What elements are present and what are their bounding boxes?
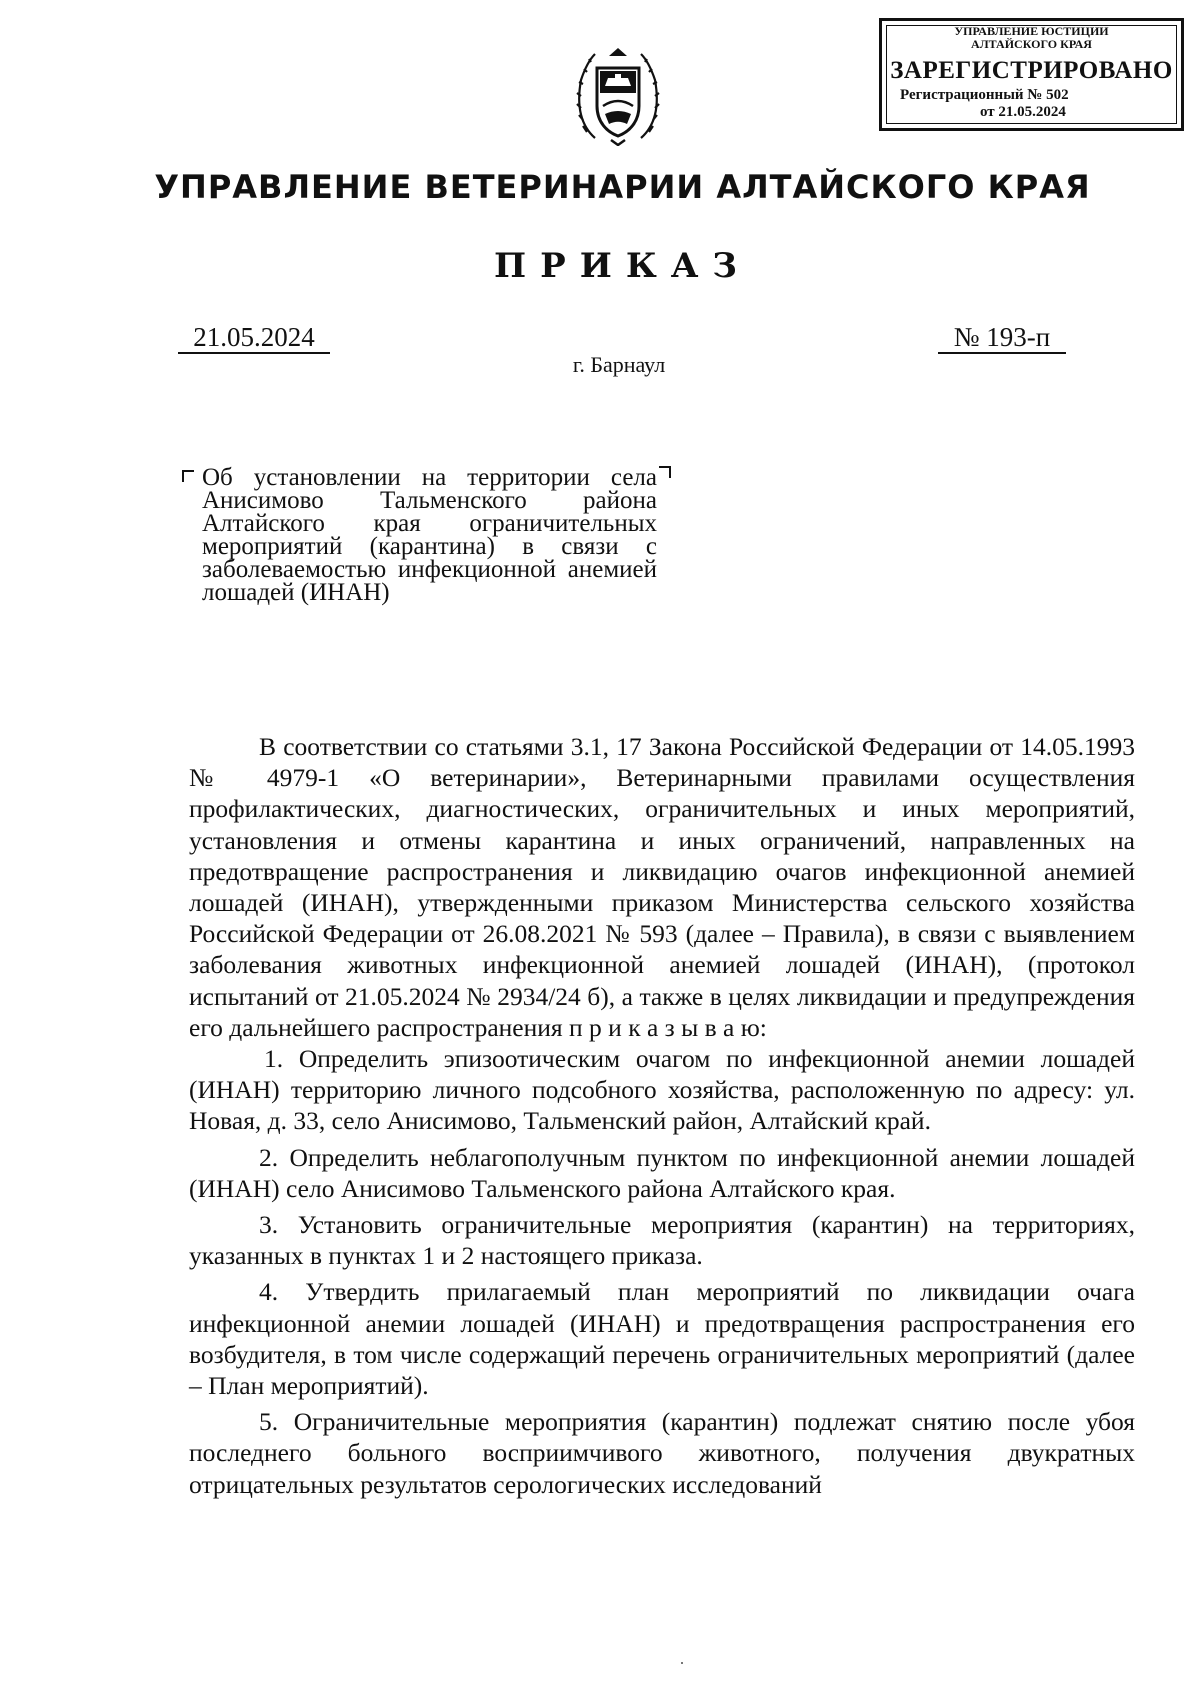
stamp-status: ЗАРЕГИСТРИРОВАНО xyxy=(890,57,1173,84)
order-item-1: 1. Определить эпизоотическим очагом по инфекционной анемии лошадей (ИНАН) территорию личного подсобного хозяйства, расположенную по адресу: ул. Новая, д. 33, село Анисимово, Тальменский район, Алтайский край. xyxy=(189,1044,1135,1136)
order-item-5: 5. Ограничительные мероприятия (карантин) подлежат снятию после убоя последнего больного восприимчивого животного, получения двукратных отрицательных результатов серологических исследований xyxy=(189,1407,1135,1499)
registration-stamp xyxy=(879,18,1184,131)
stamp-inner-frame xyxy=(886,25,1177,124)
order-item-4: 4. Утвердить прилагаемый план мероприятий по ликвидации очага инфекционной анемии лошадей (ИНАН) и предотвращения распространения его возбудителя, в том числе содержащий перечень ограничительных мероприятий (далее – План мероприятий). xyxy=(189,1277,1135,1401)
stamp-reg-number: 502 xyxy=(1046,87,1069,103)
order-body xyxy=(189,731,1135,1500)
order-subject: Об установлении на территории села Анисимово Тальменского района Алтайского края ограничительных мероприятий (карантина) в связи с заболеваемостью инфекционной анемией лошадей (ИНАН) xyxy=(202,464,657,606)
order-date: 21.05.2024 xyxy=(178,322,330,354)
scan-speck xyxy=(681,1662,683,1664)
coat-of-arms-icon xyxy=(575,46,661,146)
order-item-2: 2. Определить неблагополучным пунктом по инфекционной анемии лошадей (ИНАН) село Анисимово Тальменского района Алтайского края. xyxy=(189,1142,1135,1203)
subject-corner-left xyxy=(182,470,194,482)
stamp-date: 21.05.2024 xyxy=(998,104,1066,120)
stamp-reg-label: Регистрационный № xyxy=(900,87,1043,103)
stamp-org-line1: УПРАВЛЕНИЕ ЮСТИЦИИ xyxy=(954,24,1109,38)
stamp-org-line2: АЛТАЙСКОГО КРАЯ xyxy=(971,37,1092,51)
subject-corner-right xyxy=(659,466,671,478)
agency-name: УПРАВЛЕНИЕ ВЕТЕРИНАРИИ АЛТАЙСКОГО КРАЯ xyxy=(154,168,1091,206)
preamble-paragraph: В соответствии со статьями 3.1, 17 Закона Российской Федерации от 14.05.1993 № 4979-1 «О ветеринарии», Ветеринарными правилами осуществления профилактических, диагностических, ограничительных и иных мероприятий, установления и отмены карантина и иных ограничений, направленных на предотвращение распространения и ликвидацию очагов инфекционной анемией лошадей (ИНАН), утвержденными приказом Министерства сельского хозяйства Российской Федерации от 26.08.2021 № 593 (далее – Правила), в связи с выявлением заболевания животных инфекционной анемией лошадей (ИНАН), (протокол испытаний от 21.05.2024 № 2934/24 б), а также в целях ликвидации и предупреждения его дальнейшего распространения п р и к а з ы в а ю: xyxy=(189,732,1135,1042)
document-type: ПРИКАЗ xyxy=(494,246,751,286)
order-number: № 193-п xyxy=(938,322,1066,354)
stamp-date-label: от xyxy=(980,104,995,120)
order-item-3: 3. Установить ограничительные мероприятия (карантин) на территориях, указанных в пунктах 1 и 2 настоящего приказа. xyxy=(189,1210,1135,1271)
order-city: г. Барнаул xyxy=(572,352,666,377)
